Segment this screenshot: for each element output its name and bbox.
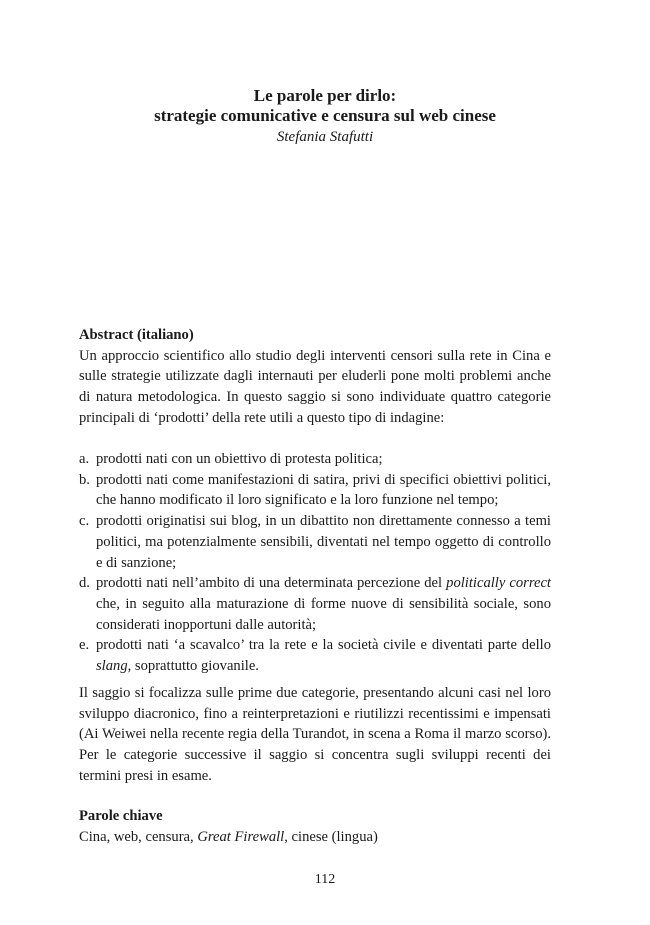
article-title-line-1: Le parole per dirlo: (253, 86, 397, 105)
abstract-section (79, 325, 551, 429)
abstract-conclusion: Il saggio si focalizza sulle prime due categorie, presentando alcuni casi nel loro sviluppo diacronico, fino a reinterpretazioni e riutilizzi recentissimi e impensati (Ai Weiwei nella recente regia della Turandot, in scena a Roma il marzo scorso). Per le categorie successive il saggio si concentra sugli sviluppi recenti dei termini presi in esame. (79, 685, 551, 784)
abstract-heading: Abstract (italiano) (79, 327, 194, 343)
list-item-e (79, 635, 551, 676)
keywords-text: Cina, web, censura, (79, 828, 198, 845)
list-item-c (79, 511, 551, 573)
keywords-list (79, 827, 551, 848)
keywords-heading: Parole chiave (79, 808, 163, 824)
keywords-emphasis: Great Firewall (197, 828, 285, 845)
list-item-text: prodotti nati nell’ambito di una determinata percezione del (96, 575, 447, 592)
list-item-emphasis: politically correct (446, 575, 551, 592)
list-item-text: prodotti nati come manifestazioni di satira, privi di specifici obiettivi politici, che hanno modificato il loro significato e la loro funzione nel tempo; (96, 471, 551, 509)
list-item-text: prodotti nati con un obiettivo di protesta politica; (96, 451, 383, 467)
list-marker: b. (79, 471, 90, 488)
list-marker: e. (79, 637, 90, 654)
list-item-a (79, 449, 551, 470)
list-item-d (79, 573, 551, 635)
article-title-line-2: strategie comunicative e censura sul web cinese (154, 106, 496, 125)
page-number: 112 (314, 872, 336, 887)
category-list-section (79, 449, 551, 677)
list-marker: d. (79, 575, 90, 592)
list-marker: a. (79, 451, 90, 467)
list-item-b (79, 470, 551, 511)
list-item-emphasis: slang (96, 658, 128, 675)
list-item-text-continued: , soprattutto giovanile. (127, 658, 259, 675)
article-author: Stefania Stafutti (276, 129, 374, 145)
list-item-text-continued: che, in seguito alla maturazione di forme nuove di sensibilità sociale, sono considerati inopportuni dalle autorità; (96, 595, 551, 633)
keywords-section (79, 806, 551, 847)
list-marker: c. (79, 513, 90, 530)
conclusion-section (79, 683, 551, 787)
abstract-intro: Un approccio scientifico allo studio degli interventi censori sulla rete in Cina e sulle strategie utilizzate dagli internauti per eluderli pone molti problemi anche di natura metodologica. In questo saggio si sono individuate quattro categorie principali di ‘prodotti’ della rete utili a questo tipo di indagine: (79, 347, 551, 426)
keywords-text-continued: , cinese (lingua) (284, 828, 378, 845)
category-list (79, 449, 551, 677)
article-header (0, 86, 650, 147)
list-item-text: prodotti originatisi sui blog, in un dibattito non direttamente connesso a temi politici, ma potenzialmente sensibili, diventati nel tempo oggetto di controllo e di sanzione; (96, 513, 551, 571)
list-item-text: prodotti nati ‘a scavalco’ tra la rete e la società civile e diventati parte dello (96, 637, 551, 654)
